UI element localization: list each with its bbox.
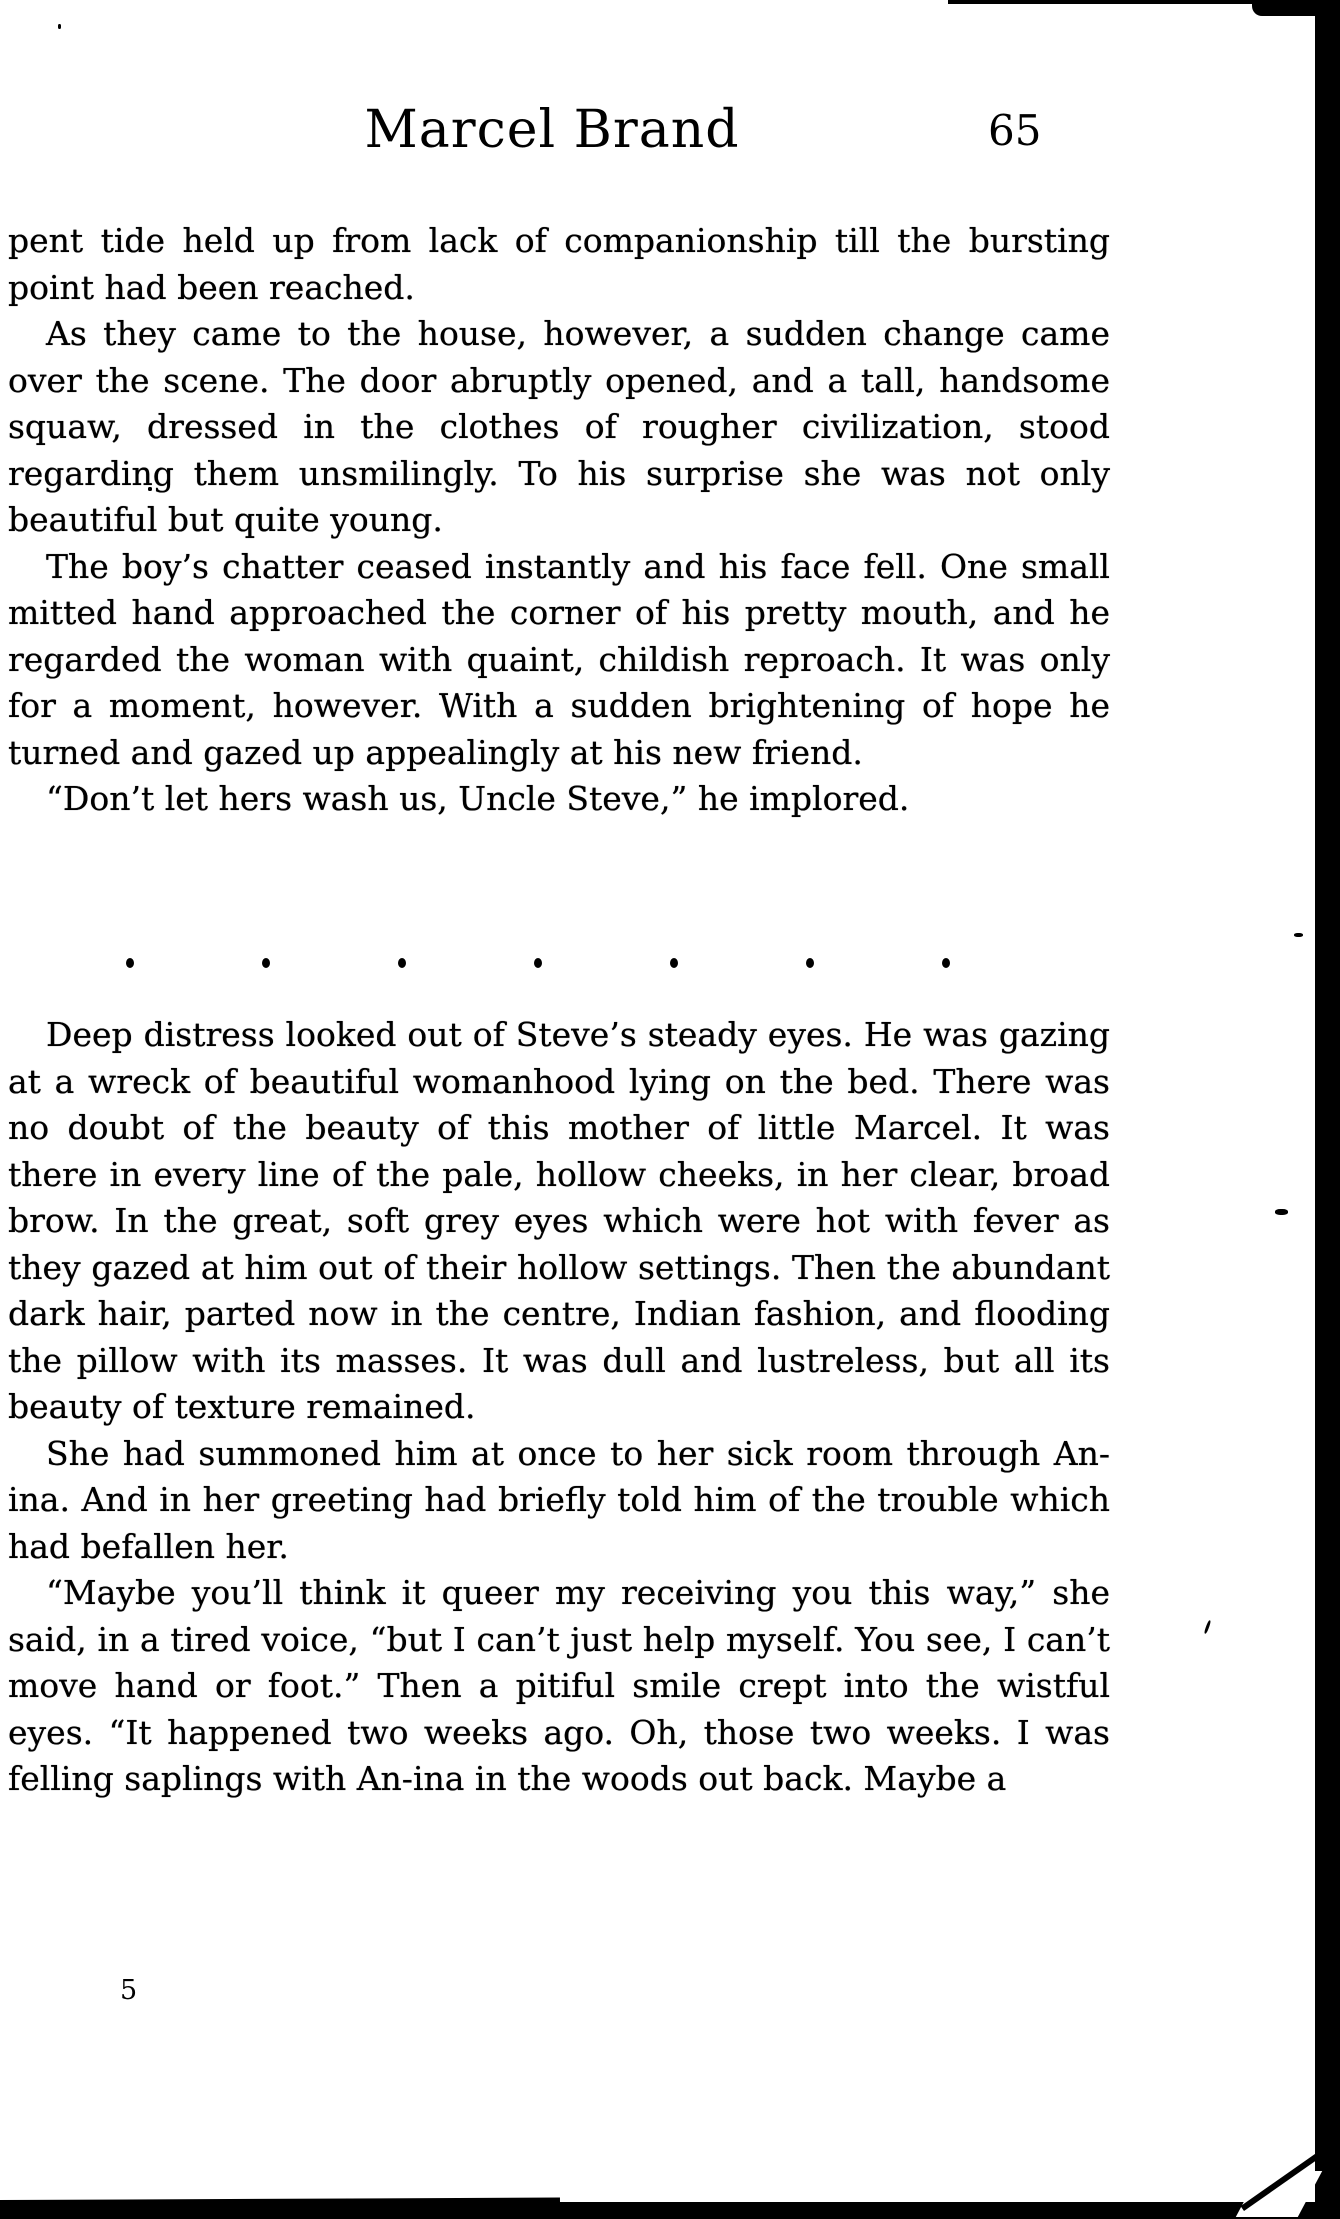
signature-mark: 5 [120, 1975, 138, 2006]
scan-edge-right [1315, 0, 1340, 2219]
section-break-dot [670, 958, 678, 968]
page-number: 65 [988, 106, 1042, 155]
paragraph: She had summoned him at once to her sick room through An-ina. And in her greeting had briefly told him of the trouble which had befallen her. [8, 1433, 1110, 1566]
section-break-dots [126, 958, 950, 968]
scan-speck [1204, 1620, 1212, 1634]
section-break-dot [262, 958, 270, 968]
text-block-after-break [8, 1012, 1110, 1803]
scan-speck [58, 24, 61, 29]
paragraph: “Maybe you’ll think it queer my receiving you this way,” she said, in a tired voice, “but I can’t just help myself. You see, I can’t move hand or foot.” Then a pitiful smile crept into the wistful eyes. “It happened two weeks ago. Oh, those two weeks. I was felling saplings with An-ina in the woods out back. Maybe a [8, 1573, 1110, 1798]
section-break-dot [534, 958, 542, 968]
paragraph: The boy’s chatter ceased instantly and his face fell. One small mitted hand approached the corner of his pretty mouth, and he regarded the woman with quaint, childish reproach. It was only for a moment, however. With a sudden brightening of hope he turned and gazed up appealingly at his new friend. [8, 546, 1110, 772]
section-break-dot [126, 958, 134, 968]
section-break-dot [806, 958, 814, 968]
paragraph: As they came to the house, however, a sudden change came over the scene. The door abruptly opened, and a tall, handsome squaw, dressed in the clothes of rougher civilization, stood regarding them unsmilingly. To his surprise she was not only beautiful but quite young. [8, 314, 1110, 539]
scan-speck [1294, 933, 1303, 937]
section-break-dot [942, 958, 950, 968]
section-break-dot [398, 958, 406, 968]
scan-edge-top-corner [1252, 0, 1340, 16]
scan-speck [1275, 1209, 1288, 1215]
paragraph: Deep distress looked out of Steve’s steady eyes. He was gazing at a wreck of beautiful womanhood lying on the bed. There was no doubt of the beauty of this mother of little Marcel. It was there in every line of the pale, hollow cheeks, in her clear, broad brow. In the great, soft grey eyes which were hot with fever as they gazed at him out of their hollow settings. Then the abundant dark hair, parted now in the centre, Indian fashion, and flooding the pillow with its masses. It was dull and lustreless, but all its beauty of texture remained. [8, 1015, 1110, 1426]
running-head-title: Marcel Brand [364, 100, 740, 160]
text-block-before-break [8, 218, 1110, 823]
paragraph: “Don’t let hers wash us, Uncle Steve,” he implored. [46, 779, 910, 818]
scan-edge-bottom [0, 2202, 1340, 2219]
paragraph: pent tide held up from lack of companionship till the bursting point had been reached. [8, 221, 1110, 307]
